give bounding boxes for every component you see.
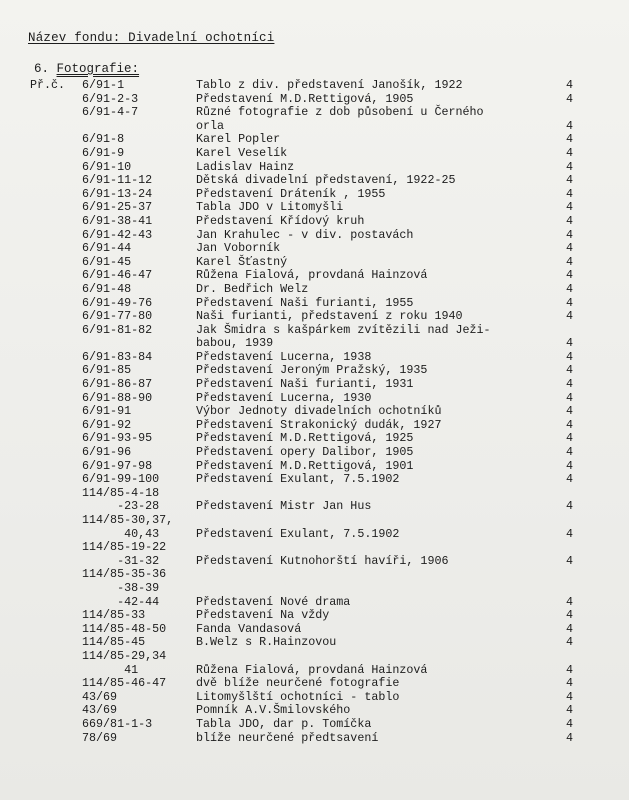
list-item bbox=[0, 487, 629, 501]
signature: 43/69 bbox=[82, 689, 118, 704]
list-item bbox=[0, 596, 629, 610]
count: 4 bbox=[566, 553, 574, 568]
count: 4 bbox=[566, 635, 574, 650]
list-item bbox=[0, 133, 629, 147]
description: Tablo z div. představení Janošík, 1922 bbox=[196, 78, 463, 92]
signature: 78/69 bbox=[82, 730, 118, 745]
description: Karel Šťastný bbox=[196, 254, 288, 269]
list-item bbox=[0, 283, 629, 297]
signature: 6/91-10 bbox=[82, 159, 132, 174]
signature: 40,43 bbox=[82, 526, 160, 541]
section-heading bbox=[34, 62, 139, 76]
count: 4 bbox=[566, 227, 574, 242]
entry-prefix: Př.č. bbox=[30, 78, 66, 92]
list-item bbox=[0, 310, 629, 324]
list-item bbox=[0, 623, 629, 637]
list-item bbox=[0, 500, 629, 514]
count: 4 bbox=[566, 118, 574, 133]
description: babou, 1939 bbox=[196, 336, 274, 351]
signature: -31-32 bbox=[82, 553, 160, 568]
count: 4 bbox=[566, 377, 574, 392]
signature: -42-44 bbox=[82, 594, 160, 609]
count: 4 bbox=[566, 594, 574, 609]
list-item bbox=[0, 609, 629, 623]
description: orla bbox=[196, 118, 225, 133]
list-item bbox=[0, 677, 629, 691]
description: Představení Nové drama bbox=[196, 594, 351, 609]
description: Růžena Fialová, provdaná Hainzová bbox=[196, 662, 428, 677]
list-item bbox=[0, 432, 629, 446]
signature: 6/91-8 bbox=[82, 132, 125, 147]
signature: -23-28 bbox=[82, 499, 160, 514]
count: 4 bbox=[566, 281, 574, 296]
section-number: 6. bbox=[34, 62, 50, 76]
count: 4 bbox=[566, 336, 574, 351]
count: 4 bbox=[566, 132, 574, 147]
list-item bbox=[0, 582, 629, 596]
count: 4 bbox=[566, 608, 574, 623]
description: Představení M.D.Rettigová, 1905 bbox=[196, 91, 414, 106]
count: 4 bbox=[566, 404, 574, 419]
list-item bbox=[0, 460, 629, 474]
signature: 6/91-44 bbox=[82, 241, 132, 256]
list-item bbox=[0, 297, 629, 311]
list-item bbox=[0, 147, 629, 161]
count: 4 bbox=[566, 499, 574, 514]
list-item bbox=[0, 229, 629, 243]
description: Fanda Vandasová bbox=[196, 621, 302, 636]
description: Představení Kutnohorští havíři, 1906 bbox=[196, 553, 449, 568]
description: Představení Exulant, 7.5.1902 bbox=[196, 526, 400, 541]
count: 4 bbox=[566, 349, 574, 364]
count: 4 bbox=[566, 309, 574, 324]
list-item bbox=[0, 636, 629, 650]
list-item bbox=[0, 691, 629, 705]
count: 4 bbox=[566, 703, 574, 718]
count: 4 bbox=[566, 213, 574, 228]
description: Představení Lucerna, 1930 bbox=[196, 390, 372, 405]
signature: 114/85-29,34 bbox=[82, 648, 167, 663]
list-item bbox=[0, 269, 629, 283]
description: Výbor Jednoty divadelních ochotníků bbox=[196, 404, 442, 419]
list-item bbox=[0, 528, 629, 542]
signature: 6/91-93-95 bbox=[82, 431, 153, 446]
signature: 114/85-4-18 bbox=[82, 485, 160, 500]
description: Pomník A.V.Šmilovského bbox=[196, 703, 351, 718]
count: 4 bbox=[566, 173, 574, 188]
list-item bbox=[0, 106, 629, 120]
description: Různé fotografie z dob působení u Černého bbox=[196, 105, 484, 120]
list-item bbox=[0, 568, 629, 582]
list-item bbox=[0, 188, 629, 202]
count: 4 bbox=[566, 363, 574, 378]
list-item bbox=[0, 215, 629, 229]
signature: 114/85-48-50 bbox=[82, 621, 167, 636]
signature: 114/85-35-36 bbox=[82, 567, 167, 582]
signature: -38-39 bbox=[82, 580, 160, 595]
signature: 6/91-85 bbox=[82, 363, 132, 378]
list-item bbox=[0, 174, 629, 188]
description: Představení opery Dalibor, 1905 bbox=[196, 445, 414, 460]
signature: 6/91-9 bbox=[82, 145, 125, 160]
signature: 41 bbox=[82, 662, 139, 677]
description: Představení M.D.Rettigová, 1925 bbox=[196, 431, 414, 446]
description: Tabla JDO v Litomyšli bbox=[196, 200, 344, 215]
signature: 6/91-13-24 bbox=[82, 186, 153, 201]
count: 4 bbox=[566, 621, 574, 636]
list-item bbox=[0, 120, 629, 134]
list-item bbox=[0, 392, 629, 406]
signature: 6/91-99-100 bbox=[82, 472, 160, 487]
signature: 43/69 bbox=[82, 703, 118, 718]
signature: 6/91-2-3 bbox=[82, 91, 139, 106]
description: Tabla JDO, dar p. Tomíčka bbox=[196, 716, 372, 731]
list-item bbox=[0, 718, 629, 732]
list-item bbox=[0, 324, 629, 338]
list-item bbox=[0, 732, 629, 746]
description: B.Welz s R.Hainzovou bbox=[196, 635, 337, 650]
description: Dr. Bedřich Welz bbox=[196, 281, 309, 296]
list-item bbox=[0, 650, 629, 664]
description: Karel Popler bbox=[196, 132, 281, 147]
count: 4 bbox=[566, 730, 574, 745]
description: Růžena Fialová, provdaná Hainzová bbox=[196, 268, 428, 283]
description: Představení Lucerna, 1938 bbox=[196, 349, 372, 364]
description: Jak Šmidra s kašpárkem zvítězili nad Ježi- bbox=[196, 322, 491, 337]
list-item bbox=[0, 79, 629, 93]
description: Dětská divadelní představení, 1922-25 bbox=[196, 173, 456, 188]
signature: 6/91-83-84 bbox=[82, 349, 153, 364]
signature: 114/85-19-22 bbox=[82, 540, 167, 555]
count: 4 bbox=[566, 676, 574, 691]
count: 4 bbox=[566, 445, 574, 460]
count: 4 bbox=[566, 390, 574, 405]
signature: 6/91-45 bbox=[82, 254, 132, 269]
signature: 6/91-4-7 bbox=[82, 105, 139, 120]
description: Představení M.D.Rettigová, 1901 bbox=[196, 458, 414, 473]
list-item bbox=[0, 555, 629, 569]
signature: 6/91-91 bbox=[82, 404, 132, 419]
count: 4 bbox=[566, 689, 574, 704]
signature: 114/85-46-47 bbox=[82, 676, 167, 691]
signature: 669/81-1-3 bbox=[82, 716, 153, 731]
description: Představení Dráteník , 1955 bbox=[196, 186, 386, 201]
list-item bbox=[0, 664, 629, 678]
count: 4 bbox=[566, 268, 574, 283]
inventory-list bbox=[0, 79, 629, 745]
count: 4 bbox=[566, 78, 574, 92]
list-item bbox=[0, 201, 629, 215]
fond-title: Název fondu: Divadelní ochotníci bbox=[28, 31, 275, 45]
signature: 6/91-92 bbox=[82, 417, 132, 432]
count: 4 bbox=[566, 295, 574, 310]
list-item bbox=[0, 419, 629, 433]
signature: 6/91-88-90 bbox=[82, 390, 153, 405]
list-item bbox=[0, 93, 629, 107]
signature: 6/91-25-37 bbox=[82, 200, 153, 215]
count: 4 bbox=[566, 458, 574, 473]
signature: 114/85-33 bbox=[82, 608, 146, 623]
signature: 6/91-38-41 bbox=[82, 213, 153, 228]
signature: 6/91-81-82 bbox=[82, 322, 153, 337]
list-item bbox=[0, 541, 629, 555]
count: 4 bbox=[566, 200, 574, 215]
count: 4 bbox=[566, 91, 574, 106]
description: dvě blíže neurčené fotografie bbox=[196, 676, 400, 691]
signature: 6/91-77-80 bbox=[82, 309, 153, 324]
count: 4 bbox=[566, 254, 574, 269]
count: 4 bbox=[566, 417, 574, 432]
count: 4 bbox=[566, 145, 574, 160]
count: 4 bbox=[566, 241, 574, 256]
signature: 6/91-49-76 bbox=[82, 295, 153, 310]
description: Představení Mistr Jan Hus bbox=[196, 499, 372, 514]
description: Litomyšlští ochotníci - tablo bbox=[196, 689, 400, 704]
list-item bbox=[0, 378, 629, 392]
list-item bbox=[0, 446, 629, 460]
signature: 6/91-1 bbox=[82, 78, 125, 92]
list-item bbox=[0, 364, 629, 378]
signature: 6/91-46-47 bbox=[82, 268, 153, 283]
count: 4 bbox=[566, 526, 574, 541]
description: Jan Voborník bbox=[196, 241, 281, 256]
list-item bbox=[0, 514, 629, 528]
count: 4 bbox=[566, 186, 574, 201]
signature: 6/91-42-43 bbox=[82, 227, 153, 242]
count: 4 bbox=[566, 716, 574, 731]
signature: 114/85-30,37, bbox=[82, 513, 174, 527]
description: Naši furianti, představení z roku 1940 bbox=[196, 309, 463, 324]
description: Představení Naši furianti, 1955 bbox=[196, 295, 414, 310]
signature: 6/91-96 bbox=[82, 445, 132, 460]
description: Představení Jeroným Pražský, 1935 bbox=[196, 363, 428, 378]
signature: 6/91-48 bbox=[82, 281, 132, 296]
description: Představení Naši furianti, 1931 bbox=[196, 377, 414, 392]
description: Karel Veselík bbox=[196, 145, 288, 160]
description: Jan Krahulec - v div. postavách bbox=[196, 227, 414, 242]
description: Představení Exulant, 7.5.1902 bbox=[196, 472, 400, 487]
list-item bbox=[0, 161, 629, 175]
signature: 114/85-45 bbox=[82, 635, 146, 650]
description: Představení Křídový kruh bbox=[196, 213, 365, 228]
list-item bbox=[0, 256, 629, 270]
list-item bbox=[0, 405, 629, 419]
list-item bbox=[0, 351, 629, 365]
description: Ladislav Hainz bbox=[196, 159, 295, 174]
list-item bbox=[0, 704, 629, 718]
signature: 6/91-11-12 bbox=[82, 173, 153, 188]
count: 4 bbox=[566, 431, 574, 446]
signature: 6/91-86-87 bbox=[82, 377, 153, 392]
list-item bbox=[0, 242, 629, 256]
section-name: Fotografie: bbox=[56, 62, 140, 76]
count: 4 bbox=[566, 472, 574, 487]
signature: 6/91-97-98 bbox=[82, 458, 153, 473]
description: Představení Strakonický dudák, 1927 bbox=[196, 417, 442, 432]
count: 4 bbox=[566, 662, 574, 677]
description: Představení Na vždy bbox=[196, 608, 330, 623]
list-item bbox=[0, 337, 629, 351]
count: 4 bbox=[566, 159, 574, 174]
list-item bbox=[0, 473, 629, 487]
description: blíže neurčené předtsavení bbox=[196, 730, 379, 745]
